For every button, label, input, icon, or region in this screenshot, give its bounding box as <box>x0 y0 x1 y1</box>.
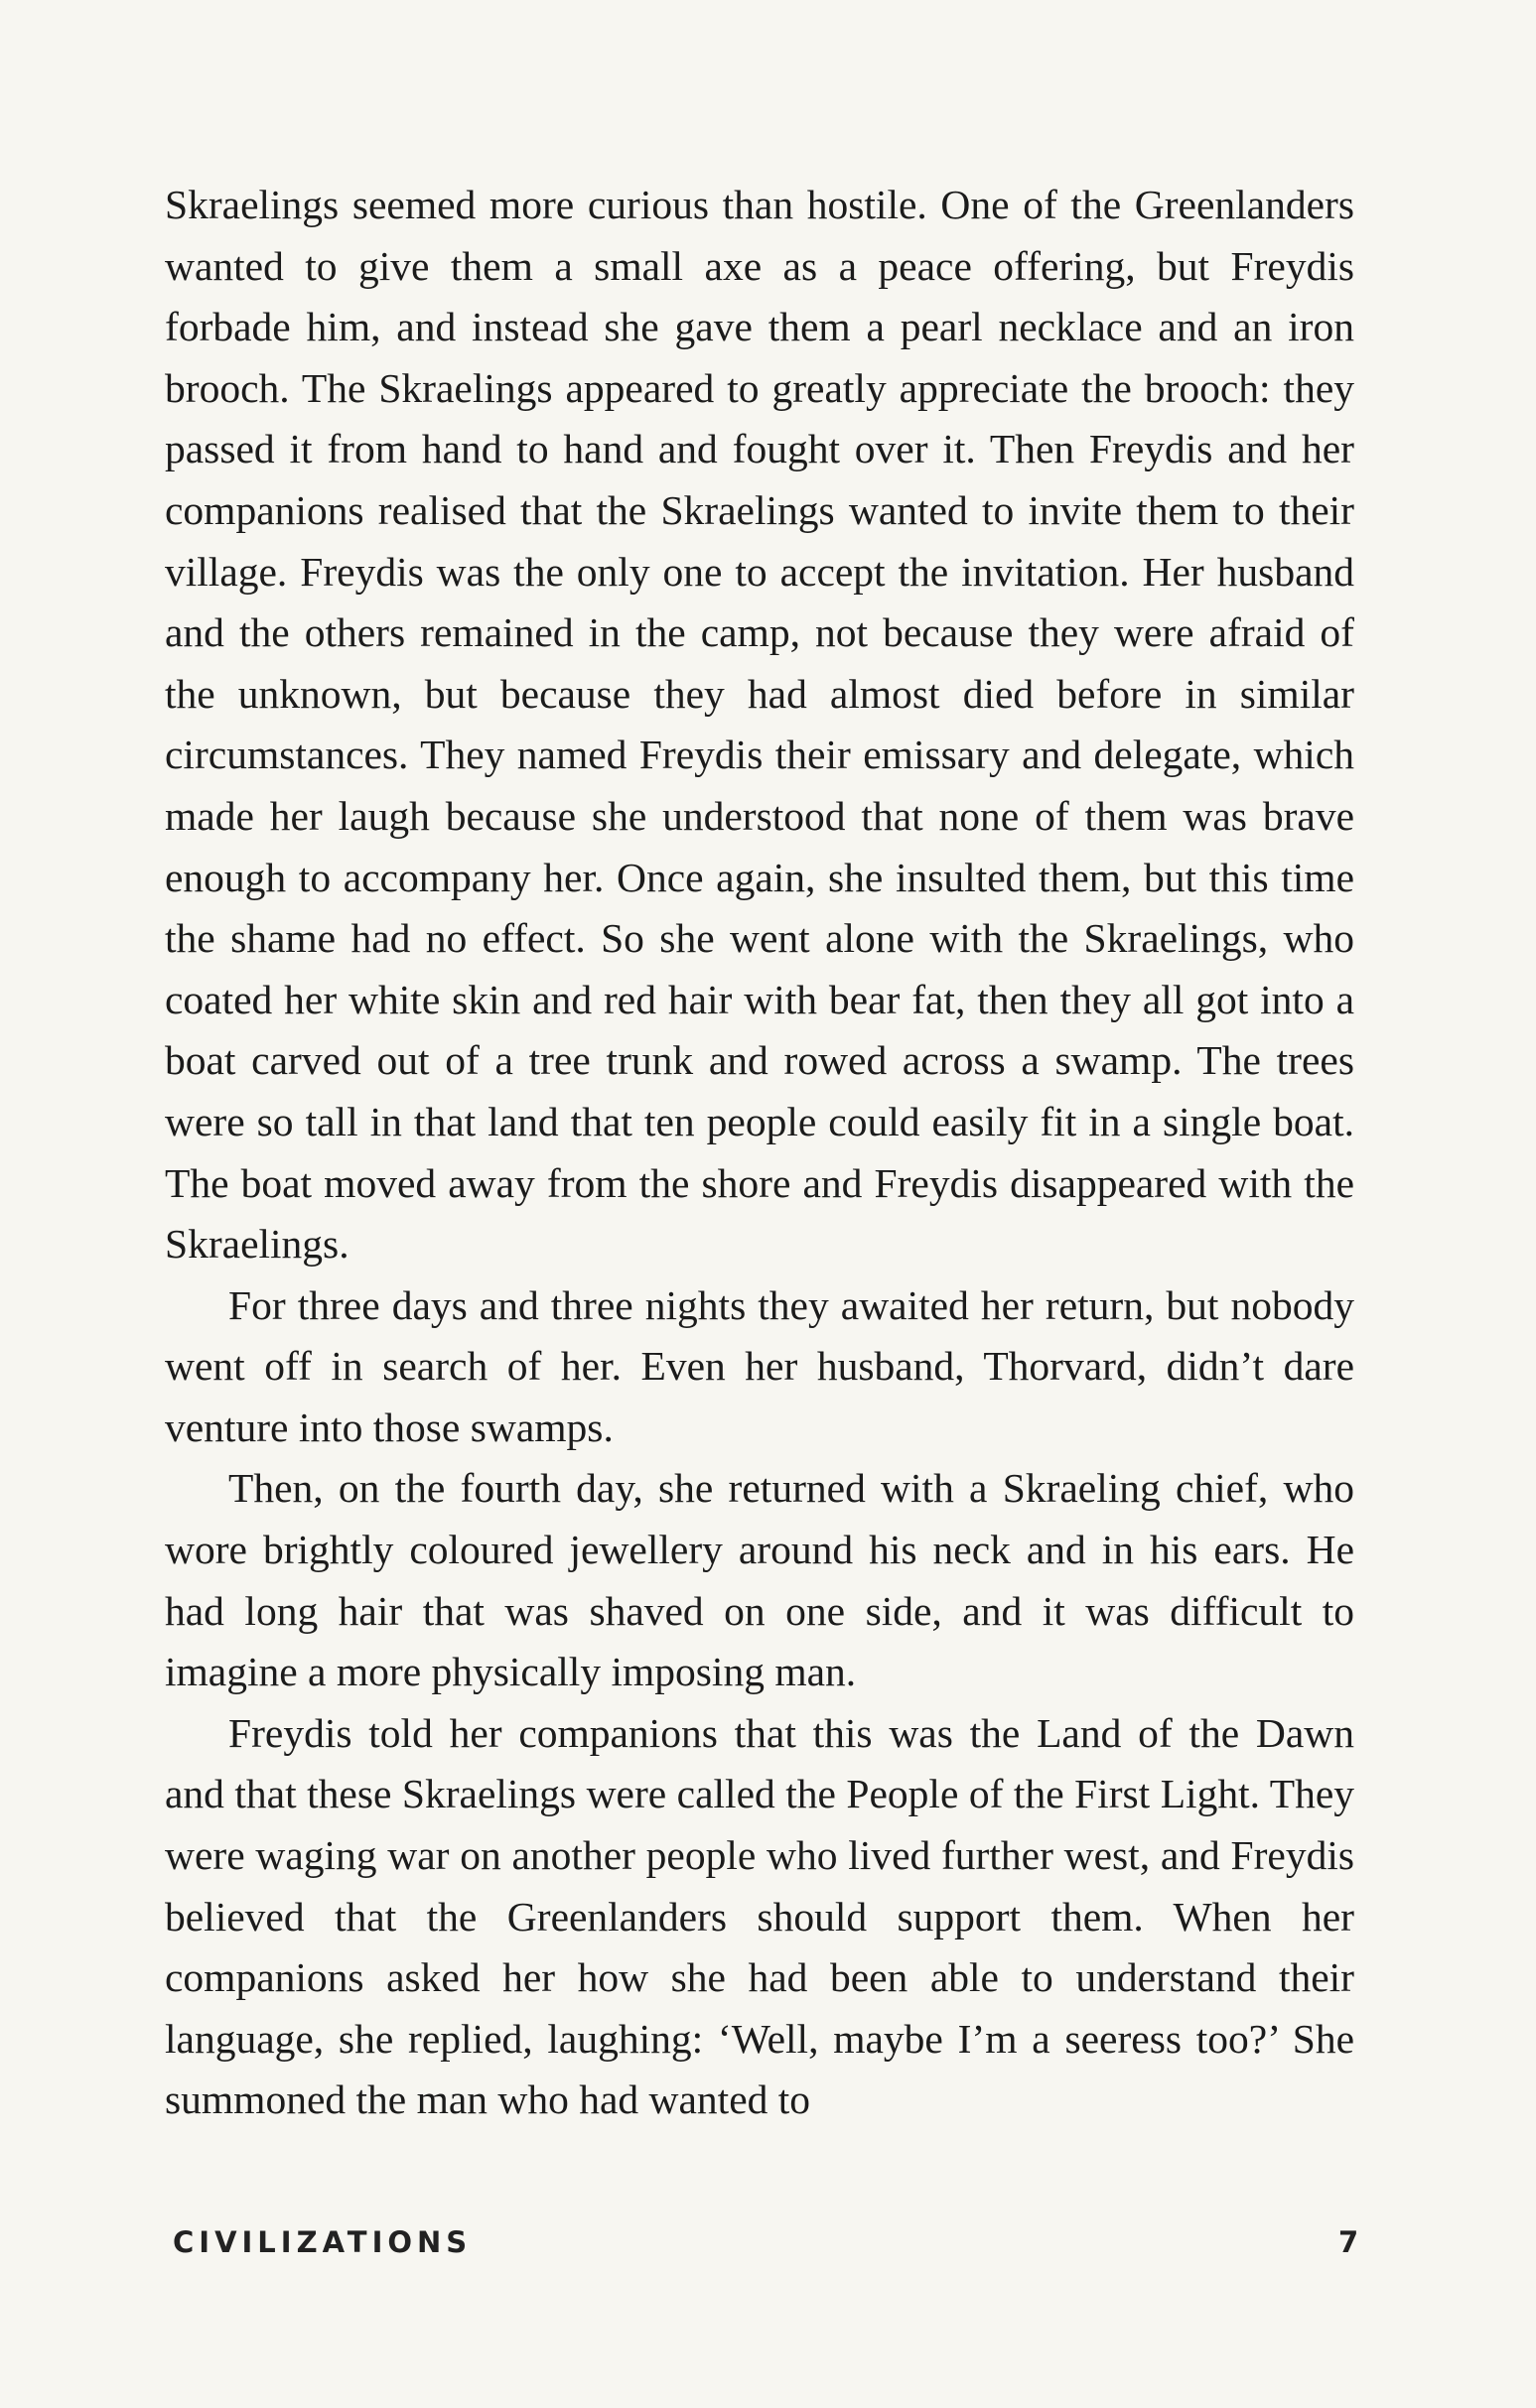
running-title: CIVILIZATIONS <box>173 2225 473 2259</box>
paragraph-1: Skraelings seemed more curious than hostile. One of the Greenlanders wanted to give them a small axe as a peace offering, but Freydis forbade him, and instead she gave them a pearl necklace and an iron brooch. The Skraelings appeared to greatly appreciate the brooch: they passed it from hand to hand and fought over it. Then Freydis and her companions realised that the Skraelings wanted to invite them to their village. Freydis was the only one to accept the invitation. Her husband and the others remained in the camp, not because they were afraid of the unknown, but because they had almost died before in similar circumstances. They named Freydis their emissary and delegate, which made her laugh because she understood that none of them was brave enough to accompany her. Once again, she insulted them, but this time the shame had no effect. So she went alone with the Skraelings, who coated her white skin and red hair with bear fat, then they all got into a boat carved out of a tree trunk and rowed across a swamp. The trees were so tall in that land that ten people could easily fit in a single boat. The boat moved away from the shore and Freydis disappeared with the Skraelings. <box>165 182 1354 1268</box>
body-text <box>165 175 1354 2131</box>
paragraph-2: For three days and three nights they awaited her return, but nobody went off in search of her. Even her husband, Thorvard, didn’t dare venture into those swamps. <box>165 1281 1354 1450</box>
page-footer <box>0 2225 1536 2275</box>
paragraph-4: Freydis told her companions that this was the Land of the Dawn and that these Skraelings were called the People of the First Light. They were waging war on another people who lived further west, and Freydis believed that the Greenlanders should support them. When her companions asked her how she had been able to understand their language, she replied, laughing: ‘Well, maybe I’m a seeress too?’ She summoned the man who had wanted to <box>165 1709 1354 2123</box>
paragraph-3: Then, on the fourth day, she returned with a Skraeling chief, who wore brightly coloured jewellery around his neck and in his ears. He had long hair that was shaved on one side, and it was difficult to imagine a more physically imposing man. <box>165 1465 1354 1695</box>
page-number: 7 <box>1338 2225 1359 2259</box>
